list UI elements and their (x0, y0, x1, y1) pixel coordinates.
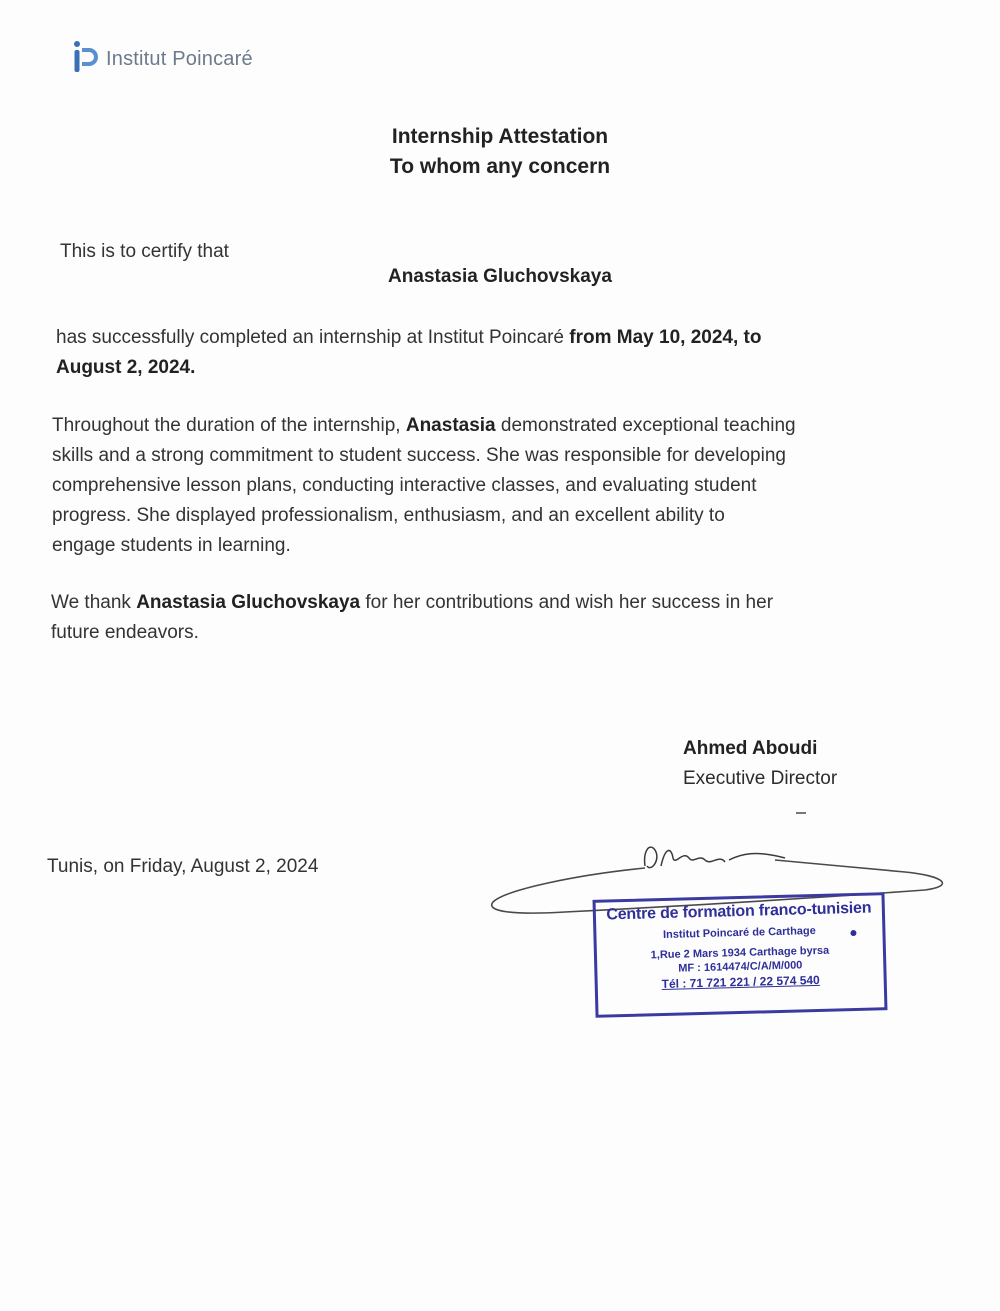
stamp-line-5: Tél : 71 721 221 / 22 574 540 (661, 972, 820, 992)
stamp-line-2: Institut Poincaré de Carthage (662, 925, 816, 942)
p1-text: has successfully completed an internship at Institut Poincaré (56, 327, 570, 348)
p2-name: Anastasia (405, 415, 496, 436)
place-date: Tunis, on Friday, August 2, 2024 (47, 856, 319, 877)
paragraph-1 (56, 323, 956, 383)
p2-line: engage students in learning. (52, 535, 291, 556)
stamp-line-4: MF : 1614474/C/A/M/000 (678, 959, 803, 975)
p2-text: Throughout the duration of the internship, (52, 415, 406, 436)
p1-dates: from May 10, 2024, to (569, 327, 762, 348)
paragraph-2 (52, 411, 972, 561)
p3-line: future endeavors. (51, 622, 199, 643)
mark-dash (796, 812, 806, 814)
p1-end-date: August 2, 2024. (56, 357, 196, 378)
certify-line: This is to certify that (60, 241, 229, 262)
company-stamp (593, 892, 888, 1018)
p2-line: comprehensive lesson plans, conducting interactive classes, and evaluating student (52, 475, 757, 496)
logo-text: Institut Poincaré (106, 47, 253, 70)
signer-role: Executive Director (683, 768, 838, 789)
document-title: Internship Attestation (391, 125, 609, 148)
p3-name: Anastasia Gluchovskaya (136, 592, 361, 613)
title-block (0, 122, 1000, 182)
p2-text: demonstrated exceptional teaching (495, 415, 796, 436)
p3-text: for her contributions and wish her success in her (360, 592, 774, 613)
p3-text: We thank (51, 592, 137, 613)
stamp-line-1: Centre de formation franco-tunisien (606, 899, 872, 924)
stamp-line-3: 1,Rue 2 Mars 1934 Carthage byrsa (650, 944, 830, 962)
paragraph-3 (51, 588, 971, 648)
document-subtitle: To whom any concern (389, 155, 611, 178)
signer-block (683, 734, 837, 794)
institut-poincare-logo-icon (72, 40, 102, 78)
signer-name: Ahmed Aboudi (683, 738, 818, 759)
intern-name: Anastasia Gluchovskaya (388, 266, 612, 287)
institut-logo (72, 40, 253, 78)
p2-line: skills and a strong commitment to student success. She was responsible for developing (52, 445, 786, 466)
p2-line: progress. She displayed professionalism, enthusiasm, and an excellent ability to (52, 505, 725, 526)
